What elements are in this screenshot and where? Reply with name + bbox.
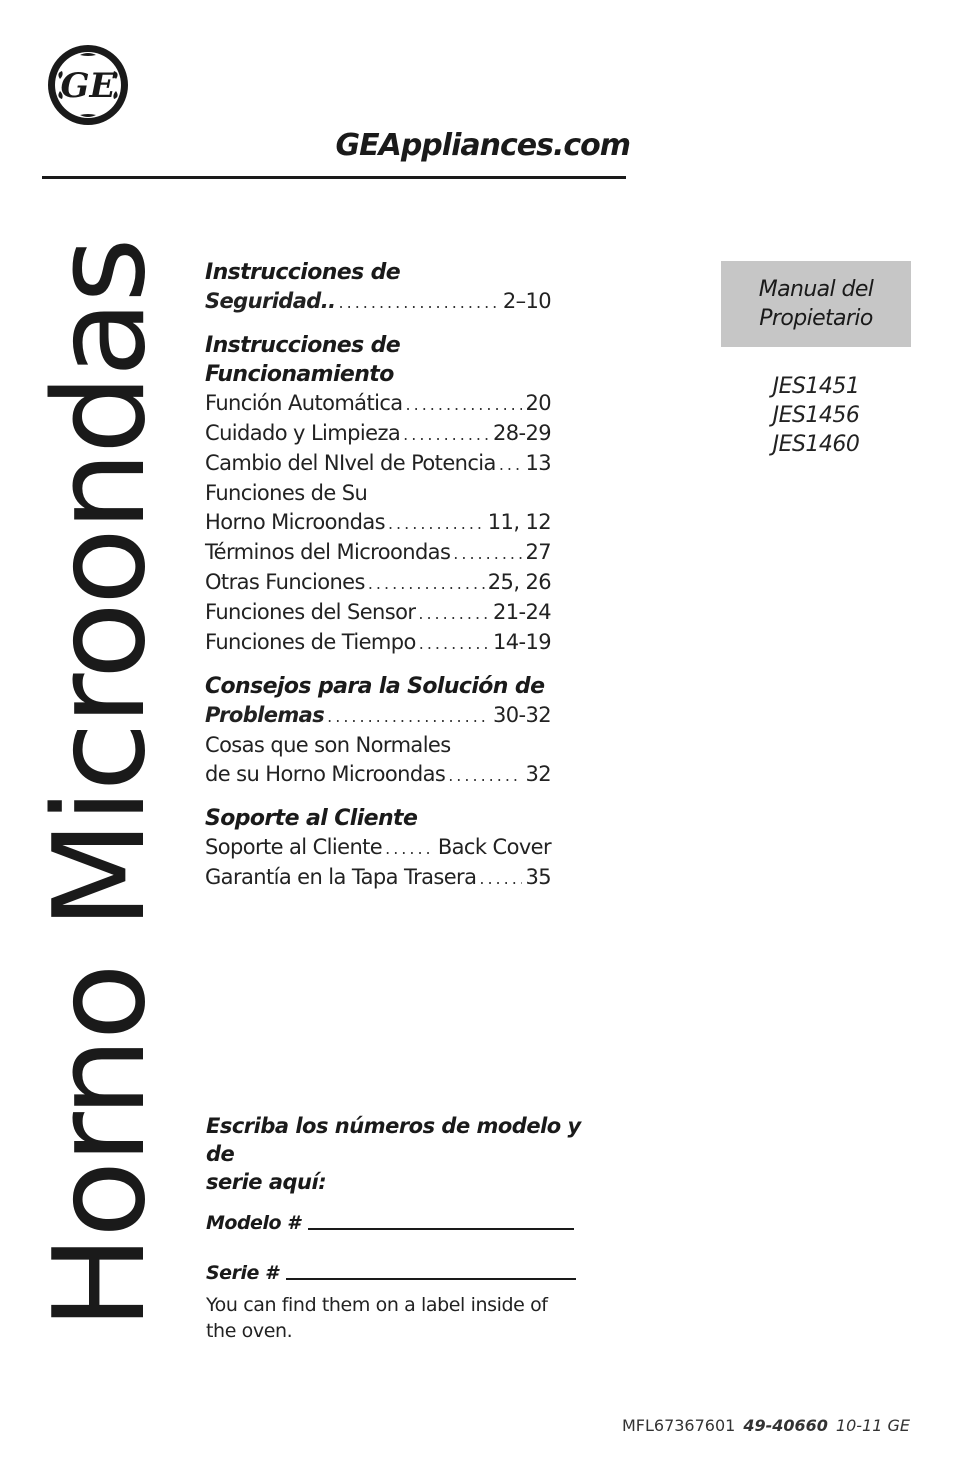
toc-page-number: 2–10 bbox=[502, 289, 551, 313]
toc-page-number: 20 bbox=[525, 391, 551, 415]
toc-entry-label: Función Automática bbox=[205, 391, 403, 415]
dot-leader bbox=[418, 599, 490, 628]
toc-section-heading-row bbox=[205, 701, 551, 731]
record-note: You can find them on a label inside of the oven. bbox=[206, 1294, 548, 1342]
toc-page-number: Back Cover bbox=[437, 835, 551, 859]
serial-number-field bbox=[206, 1258, 606, 1284]
toc-entry-label: Cosas que son Normales bbox=[205, 733, 451, 757]
ge-monogram-icon bbox=[46, 43, 130, 127]
dot-leader bbox=[499, 450, 523, 479]
toc-entry-label: Otras Funciones bbox=[205, 570, 365, 594]
header-rule bbox=[42, 176, 626, 179]
toc-page-number: 14-19 bbox=[492, 630, 551, 654]
owners-manual-label-box bbox=[721, 261, 911, 347]
model-number-blank[interactable] bbox=[308, 1228, 574, 1230]
toc-entry-label: Cambio del NIvel de Potencia bbox=[205, 451, 496, 475]
dot-leader bbox=[403, 420, 490, 449]
toc-entry-label: Funciones del Sensor bbox=[205, 600, 416, 624]
toc-entry-label: Horno Microondas bbox=[205, 510, 385, 534]
toc-section-heading: Funcionamiento bbox=[205, 362, 394, 387]
toc-section-heading-row bbox=[205, 287, 551, 317]
dot-leader bbox=[368, 569, 485, 598]
toc-entry bbox=[205, 833, 551, 863]
toc-entry bbox=[205, 598, 551, 628]
toc-entry-label: Funciones de Tiempo bbox=[205, 630, 416, 654]
toc-entry bbox=[205, 449, 551, 479]
serial-number-blank[interactable] bbox=[286, 1278, 576, 1280]
toc-entry bbox=[205, 568, 551, 598]
dot-leader bbox=[419, 629, 490, 658]
toc-entry-label: Garantía en la Tapa Trasera bbox=[205, 865, 477, 889]
dot-leader bbox=[385, 834, 435, 863]
toc-entry bbox=[205, 419, 551, 449]
toc-page-number: 11, 12 bbox=[487, 510, 551, 534]
toc-section-heading: Soporte al Cliente bbox=[205, 806, 418, 831]
toc-page-number: 21-24 bbox=[492, 600, 551, 624]
model-number-field bbox=[206, 1208, 606, 1234]
toc-section-heading: Seguridad.. bbox=[205, 289, 336, 313]
dot-leader bbox=[453, 539, 522, 568]
toc-entry-label: Cuidado y Limpieza bbox=[205, 421, 401, 445]
toc-entry bbox=[205, 389, 551, 419]
record-heading: Escriba los números de modelo y de bbox=[206, 1114, 581, 1166]
toc-page-number: 27 bbox=[525, 540, 551, 564]
toc-entry bbox=[205, 628, 551, 658]
ge-logo bbox=[46, 43, 130, 127]
serial-number-label: Serie # bbox=[206, 1262, 278, 1284]
toc-entry-label: Términos del Microondas bbox=[205, 540, 451, 564]
toc-entry bbox=[205, 508, 551, 538]
toc-section-heading: Consejos para la Solución de bbox=[205, 674, 545, 699]
toc-entry bbox=[205, 538, 551, 568]
doc-code: 49-40660 bbox=[743, 1416, 828, 1435]
toc-page-number: 35 bbox=[525, 865, 551, 889]
model-number-label: Modelo # bbox=[206, 1212, 300, 1234]
revision-date: 10-11 GE bbox=[835, 1416, 910, 1435]
logo-text: GE bbox=[60, 66, 116, 106]
dot-leader bbox=[448, 761, 522, 790]
website-url[interactable]: GEAppliances.com bbox=[335, 128, 630, 163]
vertical-title-text: Horno Microondas bbox=[26, 240, 173, 1330]
dot-leader bbox=[339, 288, 500, 317]
footer-codes bbox=[622, 1416, 910, 1435]
dot-leader bbox=[327, 702, 490, 731]
record-heading: serie aquí: bbox=[206, 1170, 327, 1194]
manual-label-line2: Propietario bbox=[759, 306, 873, 331]
model-number: JES1456 bbox=[772, 403, 860, 428]
toc-entry-label: Soporte al Cliente bbox=[205, 835, 383, 859]
model-list bbox=[721, 372, 911, 459]
toc-page-number: 30-32 bbox=[492, 703, 551, 727]
model-number: JES1460 bbox=[772, 432, 860, 457]
toc-entry bbox=[205, 863, 551, 893]
toc-entry bbox=[205, 760, 551, 790]
part-number: MFL67367601 bbox=[621, 1416, 736, 1435]
table-of-contents bbox=[205, 258, 551, 893]
toc-section-heading: Instrucciones de bbox=[205, 260, 401, 285]
dot-leader bbox=[406, 390, 523, 419]
record-numbers-section bbox=[206, 1112, 606, 1344]
toc-page-number: 25, 26 bbox=[487, 570, 551, 594]
manual-label-line1: Manual del bbox=[758, 277, 874, 302]
toc-entry-label: Funciones de Su bbox=[205, 481, 368, 505]
toc-section-heading: Instrucciones de bbox=[205, 333, 401, 358]
toc-page-number: 28-29 bbox=[492, 421, 551, 445]
dot-leader bbox=[479, 864, 522, 893]
toc-entry-label: de su Horno Microondas bbox=[205, 762, 446, 786]
toc-page-number: 32 bbox=[525, 762, 551, 786]
toc-page-number: 13 bbox=[525, 451, 551, 475]
toc-section-heading: Problemas bbox=[205, 703, 325, 727]
dot-leader bbox=[388, 509, 485, 538]
model-number: JES1451 bbox=[772, 374, 860, 399]
